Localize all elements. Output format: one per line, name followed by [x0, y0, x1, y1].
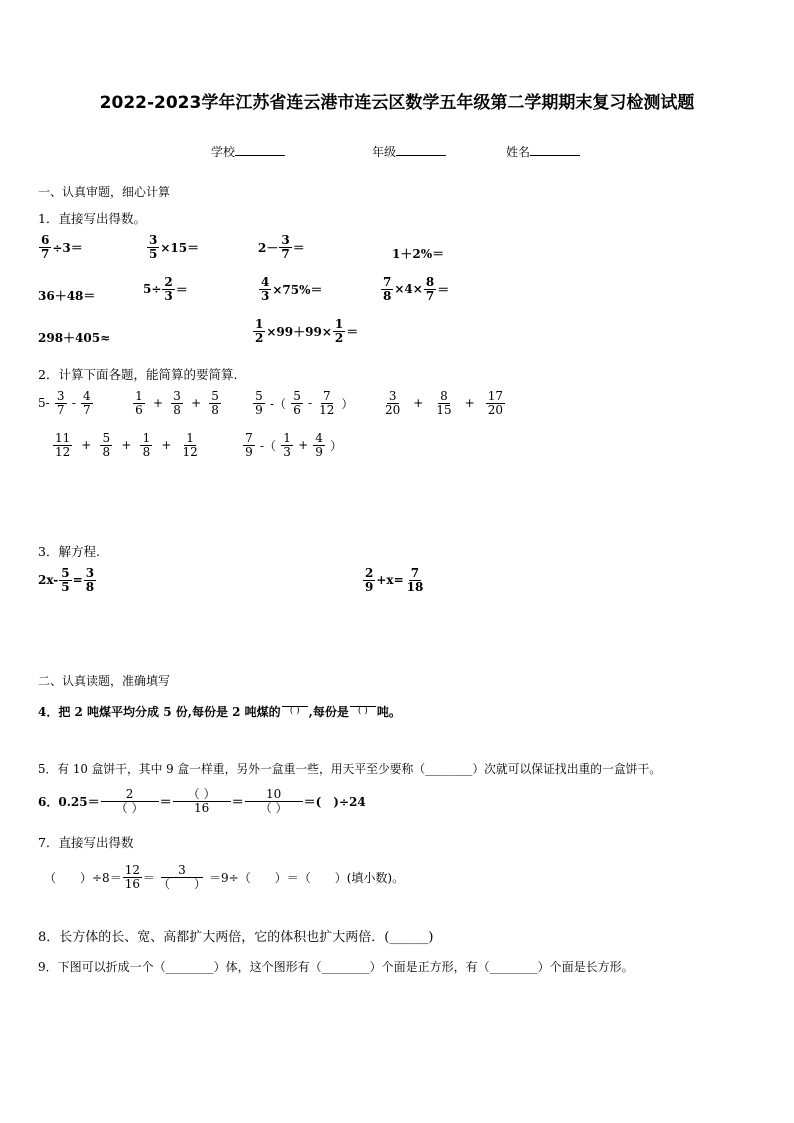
- expr-text: ＝: [142, 870, 155, 885]
- grade-field: [372, 143, 446, 160]
- frac-num: 7: [383, 275, 392, 289]
- q1-r1-c: [258, 234, 305, 260]
- frac-num: 12: [124, 863, 140, 877]
- operator: -（: [270, 396, 287, 411]
- q2-e2: [132, 390, 222, 416]
- frac-den: 3: [164, 288, 173, 303]
- frac-den: 2: [255, 330, 264, 345]
- frac-num: 11: [55, 431, 71, 445]
- frac-num: 3: [281, 233, 290, 247]
- frac-num: 10: [245, 788, 303, 802]
- q4-text-c: 吨。: [376, 705, 401, 719]
- grade-blank[interactable]: [396, 155, 446, 156]
- operator: -: [71, 396, 76, 411]
- q3-eq1: [38, 567, 97, 593]
- frac-den: 16: [124, 876, 140, 891]
- q3-label: 3．解方程.: [38, 544, 100, 559]
- q1-r2-b: [143, 276, 188, 302]
- frac-num: 5: [100, 432, 112, 446]
- frac-den: 8: [102, 444, 111, 459]
- q1-r2-d: [380, 276, 449, 302]
- frac-den: 8: [85, 579, 95, 594]
- frac-den: 8: [383, 288, 392, 303]
- frac-num: 1: [133, 390, 145, 404]
- frac-den: 12: [319, 402, 335, 417]
- expr-text: 6．0.25＝: [38, 794, 100, 809]
- frac-den: 18: [406, 579, 424, 594]
- frac-den: 5: [61, 579, 70, 594]
- q4: [38, 703, 401, 720]
- expr-text: ＝: [175, 282, 188, 297]
- frac-den: 6: [293, 402, 301, 417]
- q1-r1-b: [146, 234, 199, 260]
- expr-text: 2x-: [38, 573, 59, 588]
- operator: -: [308, 396, 313, 411]
- frac-num: 3: [171, 390, 183, 404]
- section-2-heading: 二、认真读题，准确填写: [38, 674, 171, 688]
- frac-den: 9: [365, 579, 374, 594]
- expr-text: ×99＋99×: [266, 324, 332, 339]
- expr-text: ÷3＝: [52, 240, 83, 255]
- operator: +: [153, 396, 164, 411]
- frac-num: 1: [255, 317, 264, 331]
- q4-blank-1[interactable]: ( ): [289, 706, 300, 717]
- expr-text: ×4×: [394, 282, 423, 297]
- frac-den: 7: [41, 246, 50, 261]
- operator: +: [191, 396, 202, 411]
- q4-blank-2[interactable]: ( ): [357, 706, 368, 717]
- operator: +: [121, 438, 132, 453]
- q9: 9．下图可以折成一个（________）体，这个图形有（________）个面是正方形，有（________）个面是长方形。: [38, 960, 634, 974]
- operator: +: [298, 438, 309, 453]
- frac-den: 2: [334, 330, 344, 345]
- q1-r2-c: [258, 276, 323, 302]
- operator: -（: [260, 438, 277, 453]
- frac-num: 2: [164, 275, 173, 289]
- frac-num: 8: [438, 390, 450, 404]
- frac-num: 3: [55, 390, 67, 404]
- frac-num: 5: [61, 566, 70, 580]
- q7-tail[interactable]: ＝9÷（ ）＝（ ）(填小数)。: [209, 870, 405, 885]
- page-title: 2022-2023学年江苏省连云港市连云区数学五年级第二学期期末复习检测试题: [99, 93, 695, 113]
- frac-num: 2: [101, 788, 159, 802]
- q4-text-b: ,每份是: [308, 705, 349, 719]
- frac-num: 5: [253, 390, 265, 404]
- frac-num: 7: [243, 432, 255, 446]
- q8: 8．长方体的长、宽、高都扩大两倍，它的体积也扩大两倍．(______): [38, 930, 434, 945]
- frac-den: 8: [211, 402, 219, 417]
- school-blank[interactable]: [235, 155, 285, 156]
- operator: +: [413, 396, 424, 411]
- frac-den: 3: [261, 288, 270, 303]
- frac-num: 7: [410, 566, 420, 580]
- q2-e4: [382, 390, 506, 416]
- q3-eq2: [362, 567, 426, 593]
- q1-r3-b: [252, 318, 358, 344]
- frac-den: 7: [425, 288, 435, 303]
- q2-e5: [52, 432, 201, 458]
- q7-blank-1[interactable]: （ ）÷8＝: [44, 870, 122, 885]
- frac-den: 7: [82, 402, 91, 417]
- frac-den: 8: [173, 402, 181, 417]
- school-field: [211, 143, 285, 160]
- frac-num: 3: [161, 864, 203, 878]
- q1-r2-a: 36＋48＝: [38, 289, 96, 303]
- frac-num: 1: [334, 317, 344, 331]
- frac-den: 8: [142, 444, 151, 459]
- frac-den: 9: [245, 444, 253, 459]
- frac-num: 7: [321, 390, 333, 404]
- frac-num: 3: [387, 390, 399, 404]
- operator: +: [161, 438, 172, 453]
- frac-den: 6: [135, 402, 143, 417]
- frac-num: 5: [291, 390, 303, 404]
- q6: [38, 788, 366, 814]
- expr-text: 2－: [258, 240, 279, 255]
- frac-den: 7: [56, 402, 65, 417]
- q4-text-a: 4．把 2 吨煤平均分成 5 份,每份是 2 吨煤的: [38, 705, 281, 719]
- frac-den: 20: [487, 402, 503, 417]
- frac-num: 4: [313, 432, 325, 446]
- frac-den: 9: [255, 402, 263, 417]
- expr-text: 5-: [38, 396, 50, 411]
- expr-text: ＝: [437, 282, 450, 297]
- name-blank[interactable]: [530, 155, 580, 156]
- q6-blank-3[interactable]: （ ）: [259, 800, 288, 815]
- frac-den: 12: [182, 444, 198, 459]
- frac-den: 16: [193, 800, 210, 815]
- frac-num: 5: [209, 390, 221, 404]
- grade-label: 年级: [372, 145, 397, 159]
- frac-num: 1: [281, 432, 293, 446]
- q1-label: 1．直接写出得数。: [38, 211, 146, 226]
- q6-blank-2[interactable]: （ ）: [173, 788, 231, 802]
- operator: ）: [341, 396, 354, 411]
- frac-num: 4: [261, 275, 270, 289]
- frac-den: 5: [149, 246, 158, 261]
- section-1-heading: 一、认真审题，细心计算: [38, 185, 171, 199]
- expr-text: ＝: [292, 240, 305, 255]
- q2-e1: [38, 390, 94, 416]
- operator: ）: [330, 438, 343, 453]
- frac-den: 15: [436, 402, 452, 417]
- expr-text: +x=: [376, 573, 404, 588]
- q5: 5．有 10 盒饼干，其中 9 盒一样重，另外一盒重一些，用天平至少要称（________）次就可以保证找出重的一盒饼干。: [38, 762, 662, 776]
- expr-text: ＝( )÷24: [303, 794, 366, 809]
- q2-e3: [252, 390, 353, 416]
- q7-expr: [44, 864, 404, 890]
- frac-num: 3: [85, 566, 95, 580]
- name-field: [506, 143, 580, 160]
- frac-num: 3: [149, 233, 158, 247]
- q7-label: 7．直接写出得数: [38, 835, 134, 850]
- frac-num: 6: [41, 233, 50, 247]
- q1-r3-a: 298＋405≈: [38, 331, 111, 345]
- frac-den: 12: [55, 444, 71, 459]
- operator: +: [81, 438, 92, 453]
- frac-num: 1: [140, 432, 152, 446]
- school-label: 学校: [211, 145, 236, 159]
- frac-den: 7: [281, 246, 290, 261]
- expr-text: ＝: [231, 794, 244, 809]
- expr-text: ＝: [159, 794, 172, 809]
- q1-r1-a: [38, 234, 83, 260]
- q2-label: 2．计算下面各题，能简算的要简算.: [38, 367, 238, 382]
- frac-den: 9: [315, 444, 323, 459]
- frac-num: 1: [184, 432, 196, 446]
- frac-num: 4: [81, 390, 93, 404]
- frac-num: 8: [425, 275, 435, 289]
- q1-r1-d: 1＋2%＝: [392, 247, 445, 261]
- q6-blank-1[interactable]: （ ）: [115, 800, 144, 815]
- q2-e6: [242, 432, 342, 458]
- frac-den: 3: [283, 444, 291, 459]
- frac-num: 17: [487, 389, 503, 403]
- expr-text: ×75%＝: [272, 282, 323, 297]
- expr-text: 5÷: [143, 282, 162, 297]
- frac-num: 2: [365, 566, 374, 580]
- expr-text: =: [72, 573, 83, 588]
- q7-blank-2[interactable]: （ ）: [158, 876, 207, 891]
- frac-den: 20: [385, 402, 401, 417]
- name-label: 姓名: [506, 145, 531, 159]
- operator: +: [464, 396, 475, 411]
- expr-text: ＝: [346, 324, 359, 339]
- expr-text: ×15＝: [160, 240, 200, 255]
